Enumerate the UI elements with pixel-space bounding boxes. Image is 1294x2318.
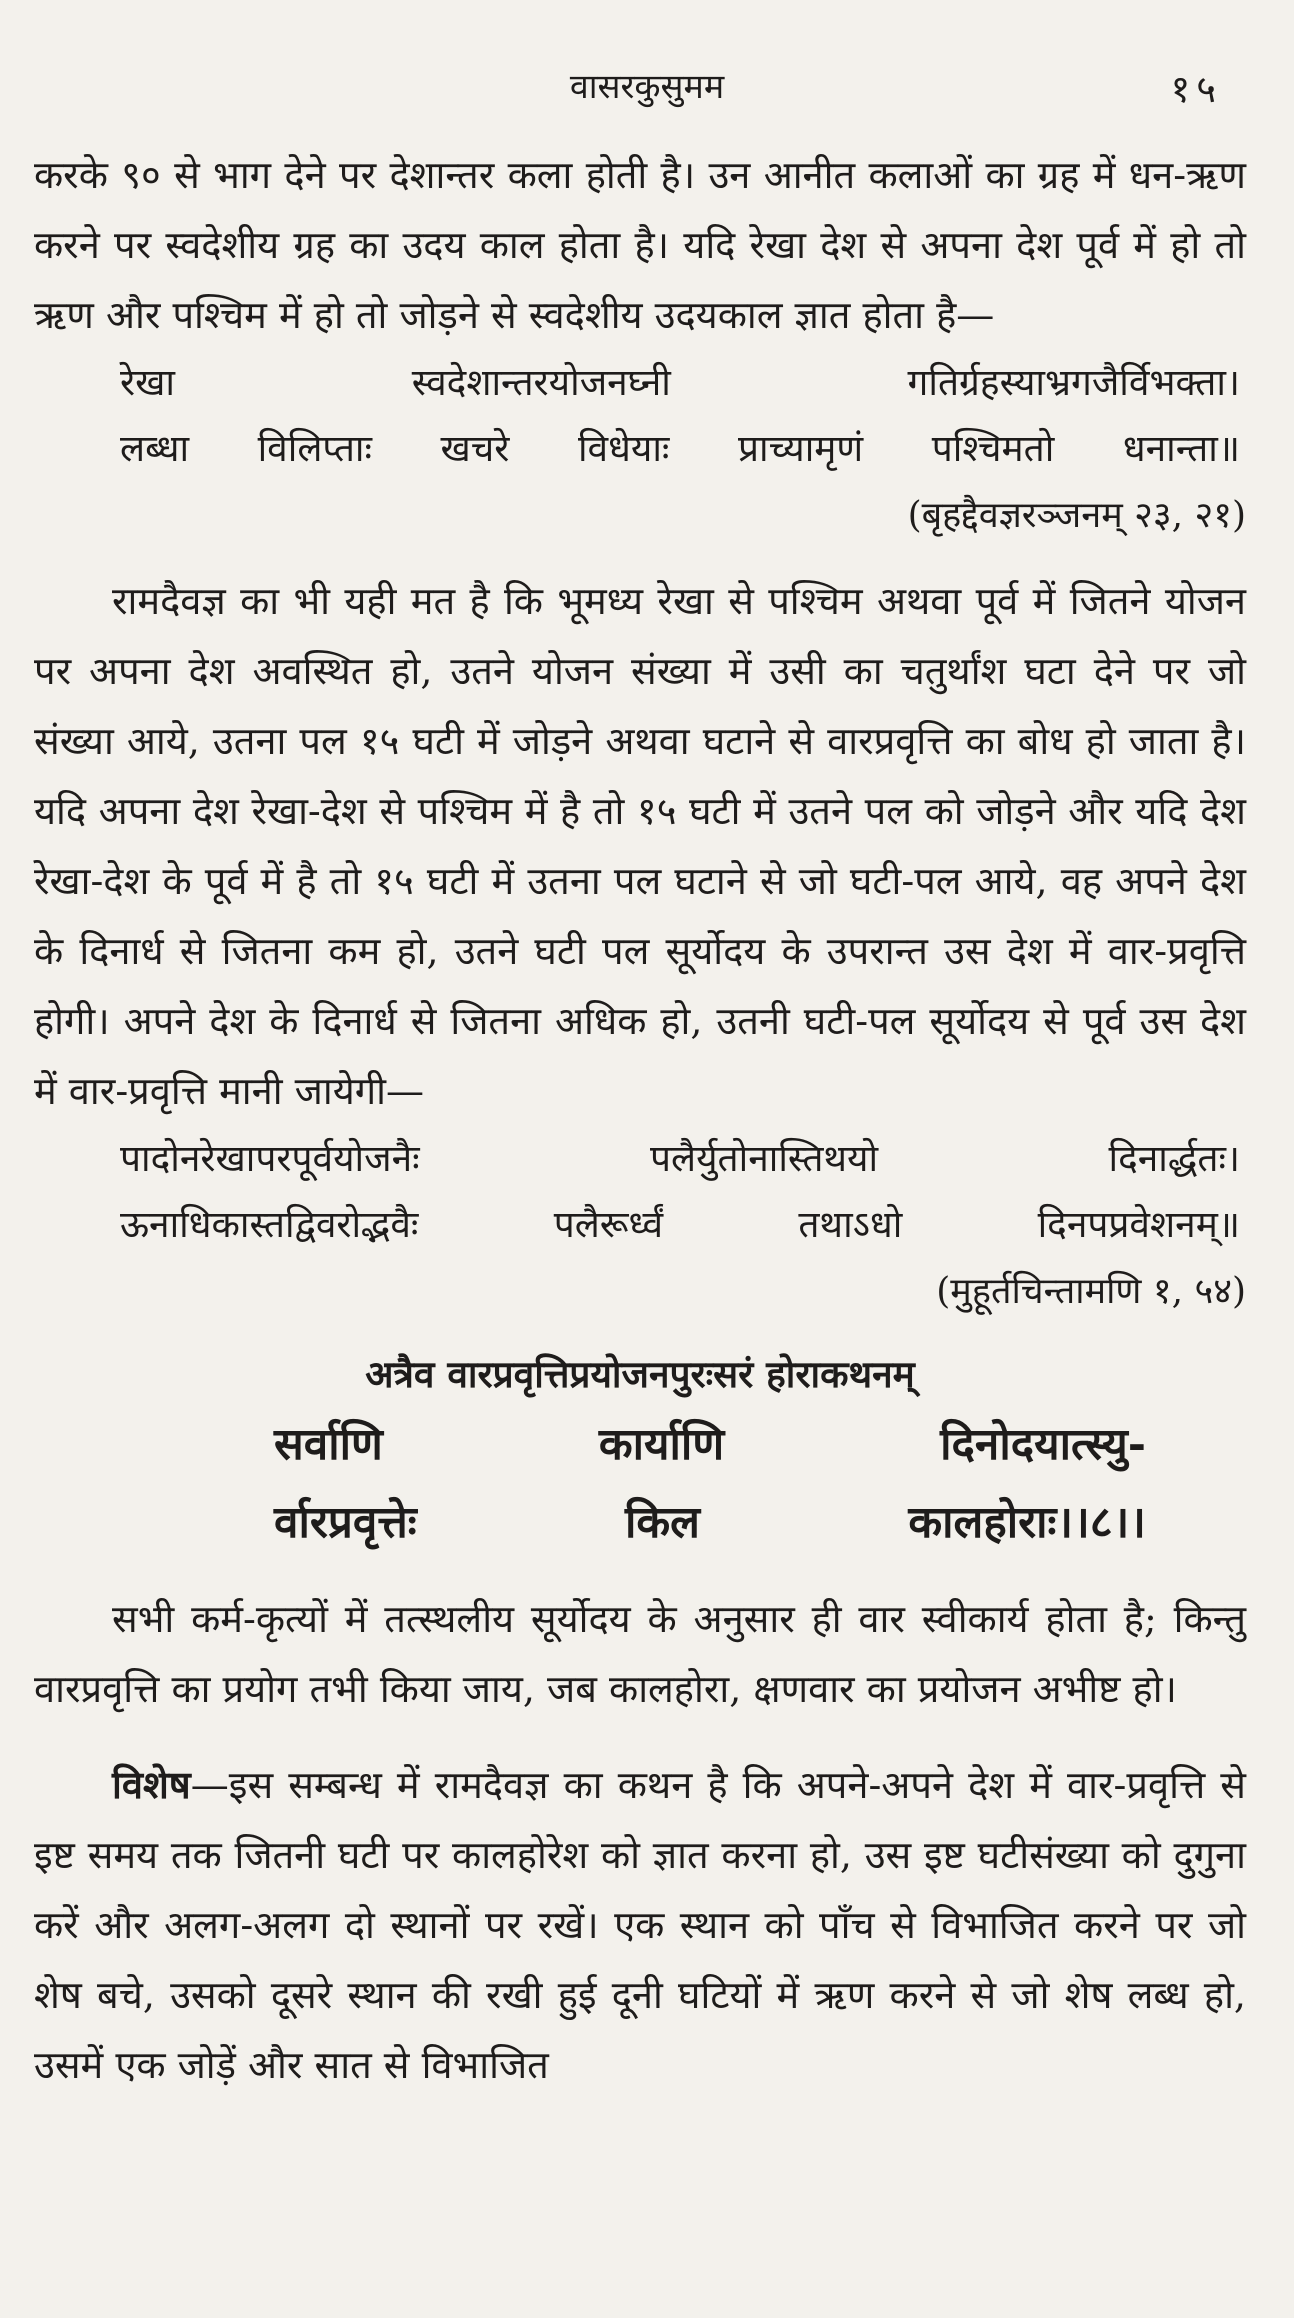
page-body xyxy=(34,140,1246,2100)
running-title: वासरकुसुमम xyxy=(569,67,725,107)
verse-word: खचरे xyxy=(440,427,510,470)
main-verse-line-1 xyxy=(274,1406,1146,1484)
verse-word: कार्याणि xyxy=(598,1419,725,1470)
paragraph-4-lead: विशेष xyxy=(112,1762,191,1807)
verse-word: रेखा xyxy=(120,361,175,404)
verse-2-line-2 xyxy=(120,1192,1240,1258)
verse-word: तथाऽधो xyxy=(798,1203,903,1246)
verse-word: पलैर्युतोनास्तिथयो xyxy=(649,1137,879,1180)
page-header xyxy=(0,62,1294,122)
verse-word: स्वदेशान्तरयोजनघ्नी xyxy=(411,361,671,404)
verse-word: ऊनाधिकास्तद्विवरोद्भवैः xyxy=(120,1203,419,1246)
verse-1-line-1 xyxy=(120,350,1240,416)
verse-word: दिनोदयात्स्यु- xyxy=(940,1419,1146,1470)
verse-2-reference: (मुहूर्तचिन्तामणि १, ५४) xyxy=(936,1271,1246,1312)
paragraph-2: रामदैवज्ञ का भी यही मत है कि भूमध्य रेखा से पश्चिम अथवा पूर्व में जितने योजन पर अपना देश अवस्थित हो, उतने योजन संख्या में उसी का चतुर्थांश घटा देने पर जो संख्या आये, उतना पल १५ घटी में जोड़ने अथवा घटाने से वारप्रवृत्ति का बोध हो जाता है। यदि अपना देश रेखा-देश से पश्चिम में है तो १५ घटी में उतने पल को जोड़ने और यदि देश रेखा-देश के पूर्व में है तो १५ घटी में उतना पल घटाने से जो घटी-पल आये, वह अपने देश के दिनार्ध से जितना कम हो, उतने घटी पल सूर्योदय के उपरान्त उस देश में वार-प्रवृत्ति होगी। अपने देश के दिनार्ध से जितना अधिक हो, उतनी घटी-पल सूर्योदय से पूर्व उस देश में वार-प्रवृत्ति मानी जायेगी— xyxy=(34,579,1246,1113)
verse-word: र्वारप्रवृत्तेः xyxy=(274,1497,417,1548)
verse-2 xyxy=(34,1126,1246,1258)
verse-word: पश्चिमतो xyxy=(931,427,1055,470)
verse-word: लब्धा xyxy=(120,427,190,470)
verse-word: सर्वाणि xyxy=(274,1419,383,1470)
verse-2-line-1 xyxy=(120,1126,1240,1192)
verse-word: पादोनरेखापरपूर्वयोजनैः xyxy=(120,1137,420,1180)
paragraph-4 xyxy=(34,1750,1246,2100)
page-number: १५ xyxy=(1170,67,1222,111)
paragraph-1: करके ९० से भाग देने पर देशान्तर कला होती है। उन आनीत कलाओं का ग्रह में धन-ऋण करने पर स्वदेशीय ग्रह का उदय काल होता है। यदि रेखा देश से अपना देश पूर्व में हो तो ऋण और पश्चिम में हो तो जोड़ने से स्वदेशीय उदयकाल ज्ञात होता है— xyxy=(34,153,1246,337)
main-verse xyxy=(34,1406,1246,1562)
verse-word: कालहोराः।।८।। xyxy=(908,1497,1146,1548)
paragraph-4-text: —इस सम्बन्ध में रामदैवज्ञ का कथन है कि अपने-अपने देश में वार-प्रवृत्ति से इष्ट समय तक जितनी घटी पर कालहोरेश को ज्ञात करना हो, उस इष्ट घटीसंख्या को दुगुना करें और अलग-अलग दो स्थानों पर रखें। एक स्थान को पाँच से विभाजित करने पर जो शेष बचे, उसको दूसरे स्थान की रखी हुई दूनी घटियों में ऋण करने से जो शेष लब्ध हो, उसमें एक जोड़ें और सात से विभाजित xyxy=(34,1763,1246,2087)
verse-word: विधेयाः xyxy=(577,427,670,470)
verse-1 xyxy=(34,350,1246,482)
verse-word: विलिप्ताः xyxy=(257,427,372,470)
verse-word: पलैरूर्ध्वं xyxy=(553,1203,664,1246)
section-heading: अत्रैव वारप्रवृत्तिप्रयोजनपुरःसरं होराकथनम् xyxy=(365,1352,915,1396)
verse-word: दिनपप्रवेशनम्॥ xyxy=(1037,1203,1240,1246)
verse-word: गतिर्ग्रहस्याभ्रगजैर्विभक्ता। xyxy=(907,361,1240,404)
paragraph-gap xyxy=(34,1724,1246,1750)
verse-1-line-2 xyxy=(120,416,1240,482)
verse-1-reference: (बृहद्दैवज्ञरञ्जनम् २३, २१) xyxy=(907,495,1246,536)
paragraph-3: सभी कर्म-कृत्यों में तत्स्थलीय सूर्योदय के अनुसार ही वार स्वीकार्य होता है; किन्तु वारप्रवृत्ति का प्रयोग तभी किया जाय, जब कालहोरा, क्षणवार का प्रयोजन अभीष्ट हो। xyxy=(34,1597,1246,1711)
verse-word: प्राच्यामृणं xyxy=(737,427,864,470)
verse-word: किल xyxy=(624,1497,701,1548)
verse-word: दिनार्द्धतः। xyxy=(1108,1137,1240,1180)
verse-word: धनान्ता॥ xyxy=(1122,427,1240,470)
main-verse-line-2 xyxy=(274,1484,1146,1562)
